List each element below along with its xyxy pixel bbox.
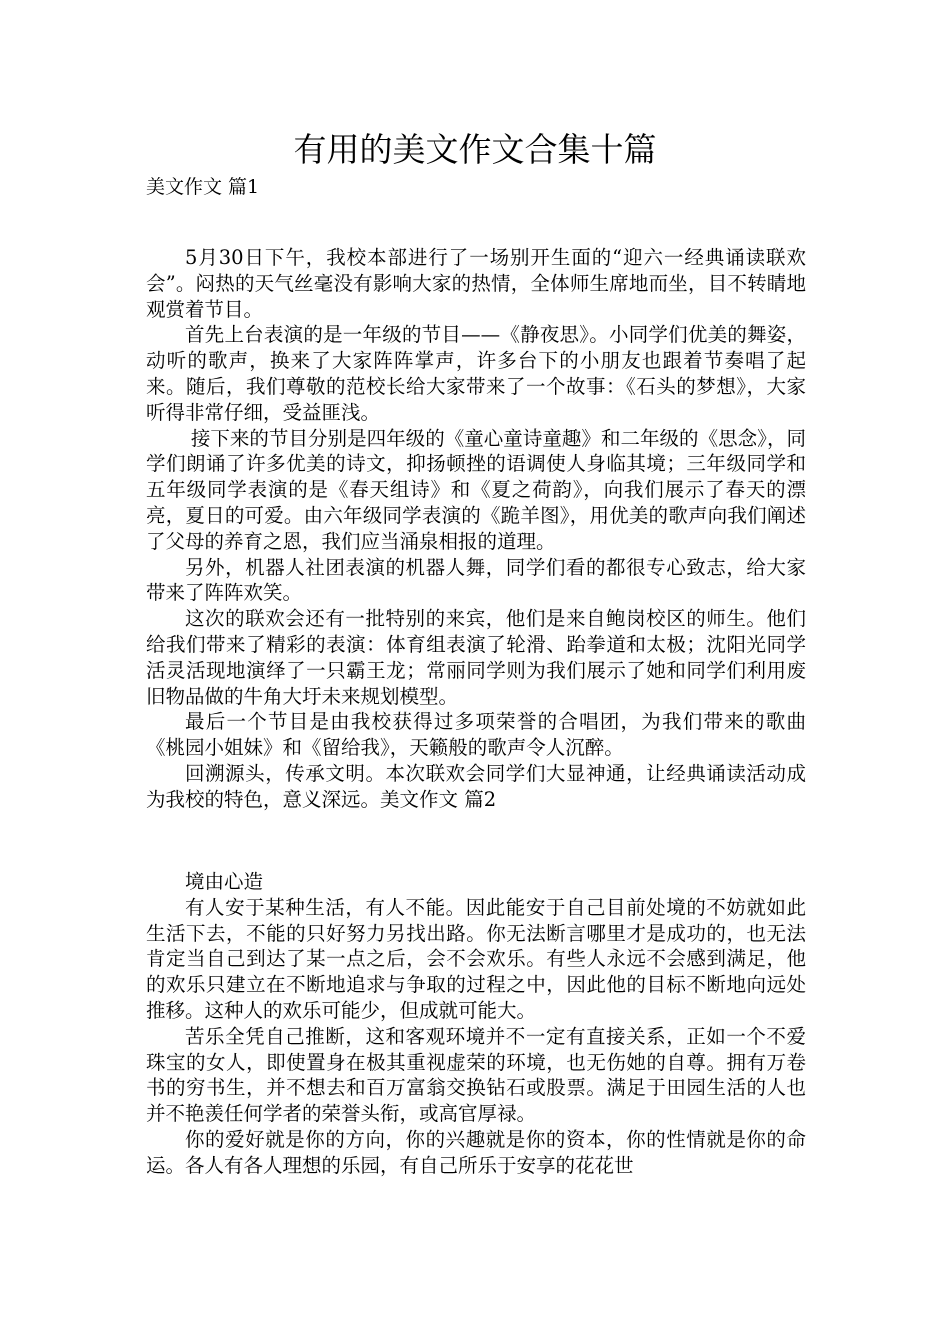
paragraph: 首先上台表演的是一年级的节目——《静夜思》。小同学们优美的舞姿，动听的歌声，换来了大家阵阵掌声，许多台下的小朋友也跟着节奏唱了起来。随后，我们尊敬的范校长给大家带来了一个故事：《石头的梦想》，大家听得非常仔细，受益匪浅。 xyxy=(146,323,806,424)
paragraph: 回溯源头，传承文明。本次联欢会同学们大显神通，让经典诵读活动成为我校的特色，意义深远。美文作文 篇2 xyxy=(146,761,806,811)
paragraph: 最后一个节目是由我校获得过多项荣誉的合唱团，为我们带来的歌曲《桃园小姐妹》和《留给我》，天籁般的歌声令人沉醉。 xyxy=(146,710,806,760)
section-2-heading: 境由心造 xyxy=(185,870,264,893)
section-2-body xyxy=(146,869,806,1179)
paragraph: 这次的联欢会还有一批特别的来宾，他们是来自鲍岗校区的师生。他们给我们带来了精彩的表演：体育组表演了轮滑、跆拳道和太极；沈阳光同学活灵活现地演绎了一只霸王龙；常丽同学则为我们展示了她和同学们利用废旧物品做的牛角大圩未来规划模型。 xyxy=(146,607,806,708)
paragraph: 接下来的节目分别是四年级的《童心童诗童趣》和二年级的《思念》，同学们朗诵了许多优美的诗文，抑扬顿挫的语调使人身临其境；三年级同学和五年级同学表演的是《春天组诗》和《夏之荷韵》，向我们展示了春天的漂亮，夏日的可爱。由六年级同学表演的《跪羊图》，用优美的歌声向我们阐述了父母的养育之恩，我们应当涌泉相报的道理。 xyxy=(146,426,806,553)
paragraph: 苦乐全凭自己推断，这和客观环境并不一定有直接关系，正如一个不爱珠宝的女人，即使置身在极其重视虚荣的环境，也无伤她的自尊。拥有万卷书的穷书生，并不想去和百万富翁交换钻石或股票。满足于田园生活的人也并不艳羡任何学者的荣誉头衔，或高官厚禄。 xyxy=(146,1024,806,1126)
paragraph: 5月30日下午，我校本部进行了一场别开生面的“迎六一经典诵读联欢会”。闷热的天气丝毫没有影响大家的热情，全体师生席地而坐，目不转睛地观赏着节目。 xyxy=(146,246,806,321)
section-1-body xyxy=(146,245,806,813)
paragraph: 你的爱好就是你的方向，你的兴趣就是你的资本，你的性情就是你的命运。各人有各人理想的乐园，有自己所乐于安享的花花世 xyxy=(146,1127,806,1177)
section-1-label: 美文作文 篇1 xyxy=(146,176,260,198)
paragraph: 有人安于某种生活，有人不能。因此能安于自己目前处境的不妨就如此生活下去，不能的只好努力另找出路。你无法断言哪里才是成功的，也无法肯定当自己到达了某一点之后，会不会欢乐。有些人永远不会感到满足，他的欢乐只建立在不断地追求与争取的过程之中，因此他的目标不断地向远处推移。这种人的欢乐可能少，但成就可能大。 xyxy=(146,895,806,1022)
paragraph: 另外，机器人社团表演的机器人舞，同学们看的都很专心致志，给大家带来了阵阵欢笑。 xyxy=(146,555,806,605)
document-title: 有用的美文作文合集十篇 xyxy=(293,130,657,169)
